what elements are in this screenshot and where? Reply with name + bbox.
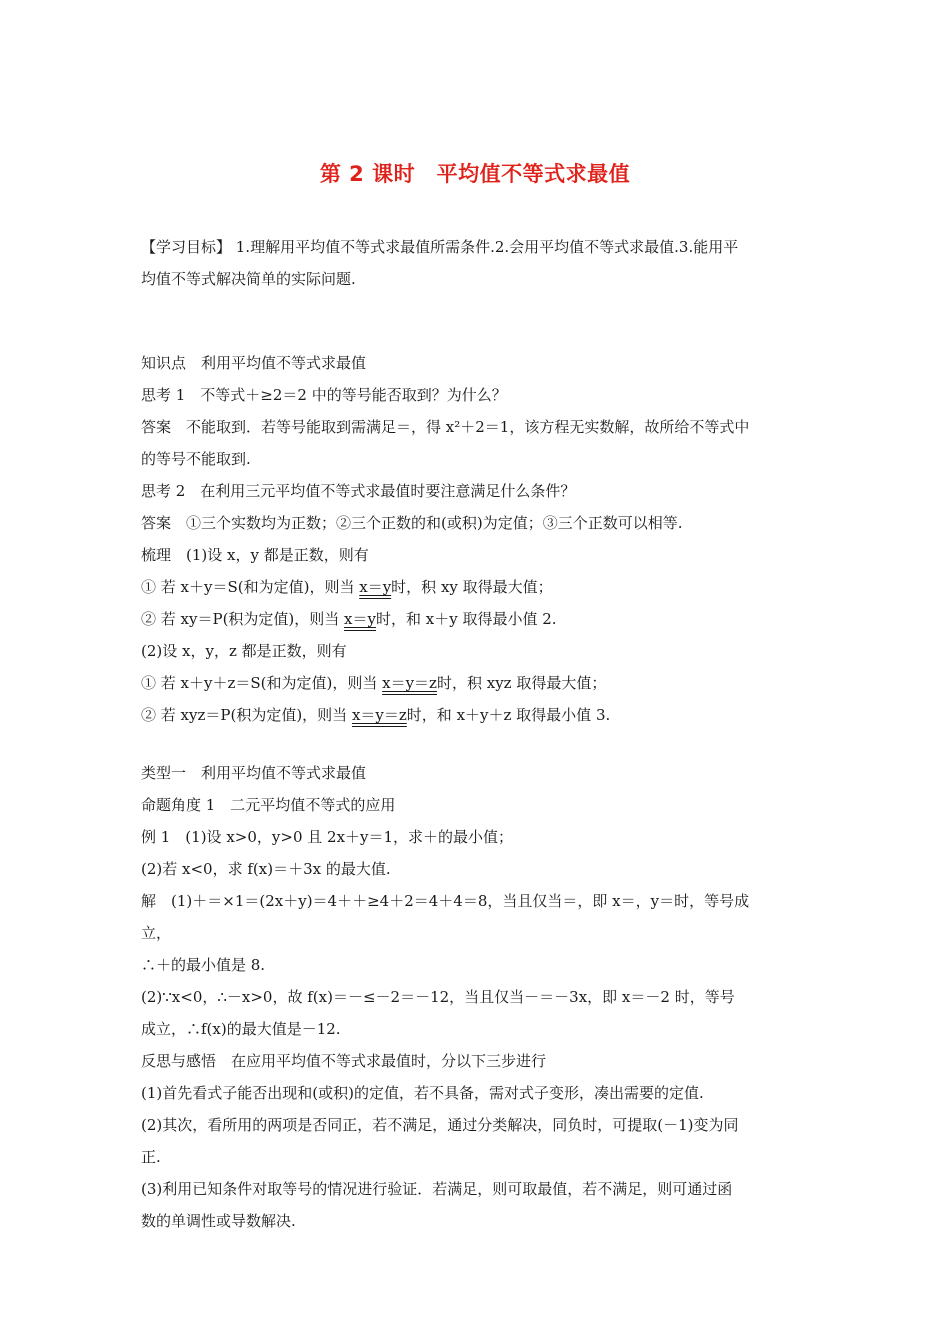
comb-item-1-pre: ① 若 x＋y＝S(和为定值)，则当 [141,578,360,596]
comb-item-4-pre: ① 若 x＋y＋z＝S(和为定值)，则当 [141,674,383,692]
comb-item-1-blank: x＝y [359,578,392,596]
reflection-2-line-1: (2)其次，看所用的两项是否同正，若不满足，通过分类解决，同负时，可提取(－1)变为同 [141,1116,739,1134]
solution-1-line-3: ∴＋的最小值是 8. [141,956,266,974]
answer-1-line-1: 答案 不能取到．若等号能取到需满足＝，得 x²＋2＝1，该方程无实数解，故所给不等式中 [141,418,750,436]
solution-1-line-2: 立， [141,924,172,942]
type-1-heading: 类型一 利用平均值不等式求最值 [141,764,367,782]
spacer [141,321,811,347]
comb-item-4-post: 时，积 xyz 取得最大值； [436,674,607,692]
page-title: 第 2 课时 平均值不等式求最值 [319,162,631,186]
objectives-line-2: 均值不等式解决简单的实际问题. [141,270,356,288]
comb-item-5-blank: x＝y＝z [351,706,407,724]
reflection-heading: 反思与感悟 在应用平均值不等式求最值时，分以下三步进行 [141,1052,547,1070]
comb-item-4 [141,667,811,699]
objectives-line-1: 【学习目标】 1.理解用平均值不等式求最值所需条件.2.会用平均值不等式求最值.3.能用平 [141,238,739,256]
spacer [141,295,811,321]
solution-2-line-1: (2)∵x<0，∴－x>0，故 f(x)＝－≤－2＝－12，当且仅当－＝－3x，即 x＝－2 时，等号 [141,988,735,1006]
comb-item-5-post: 时，和 x＋y＋z 取得最小值 3. [406,706,611,724]
reflection-1: (1)首先看式子能否出现和(或积)的定值，若不具备，需对式子变形，凑出需要的定值. [141,1084,704,1102]
example-1-part-2: (2)若 x<0，求 f(x)＝＋3x 的最大值. [141,860,391,878]
document-body [141,231,811,1237]
reflection-3-line-2: 数的单调性或导数解决. [141,1212,296,1230]
comb-heading: 梳理 (1)设 x，y 都是正数，则有 [141,546,369,564]
comb-item-1-post: 时，积 xy 取得最大值； [391,578,553,596]
comb-item-4-blank: x＝y＝z [382,674,437,692]
comb-item-2-post: 时，和 x＋y 取得最小值 2. [375,610,557,628]
angle-1-heading: 命题角度 1 二元平均值不等式的应用 [141,796,396,814]
comb-item-2 [141,603,811,635]
reflection-3-line-1: (3)利用已知条件对取等号的情况进行验证．若满足，则可取最值，若不满足，则可通过函 [141,1180,733,1198]
comb-item-2-blank: x＝y [344,610,376,628]
answer-1-line-2: 的等号不能取到. [141,450,251,468]
comb-item-1 [141,571,811,603]
solution-1-line-1: 解 (1)＋＝×1＝(2x＋y)＝4＋＋≥4＋2＝4＋4＝8，当且仅当＝，即 x＝，y＝时，等号成 [141,892,750,910]
think-1: 思考 1 不等式＋≥2＝2 中的等号能否取到？为什么？ [141,386,507,404]
example-1-part-1: 例 1 (1)设 x>0，y>0 且 2x＋y＝1，求＋的最小值； [141,828,514,846]
knowledge-heading: 知识点 利用平均值不等式求最值 [141,354,367,372]
solution-2-line-2: 成立，∴f(x)的最大值是－12. [141,1020,341,1038]
answer-2: 答案 ①三个实数均为正数；②三个正数的和(或积)为定值；③三个正数可以相等. [141,514,683,532]
comb-item-2-pre: ② 若 xy＝P(积为定值)，则当 [141,610,345,628]
spacer [141,731,811,757]
think-2: 思考 2 在利用三元平均值不等式求最值时要注意满足什么条件？ [141,482,576,500]
comb-item-5-pre: ② 若 xyz＝P(积为定值)，则当 [141,706,352,724]
reflection-2-line-2: 正. [141,1148,161,1166]
comb-item-3: (2)设 x，y，z 都是正数，则有 [141,642,347,660]
comb-item-5 [141,699,811,731]
